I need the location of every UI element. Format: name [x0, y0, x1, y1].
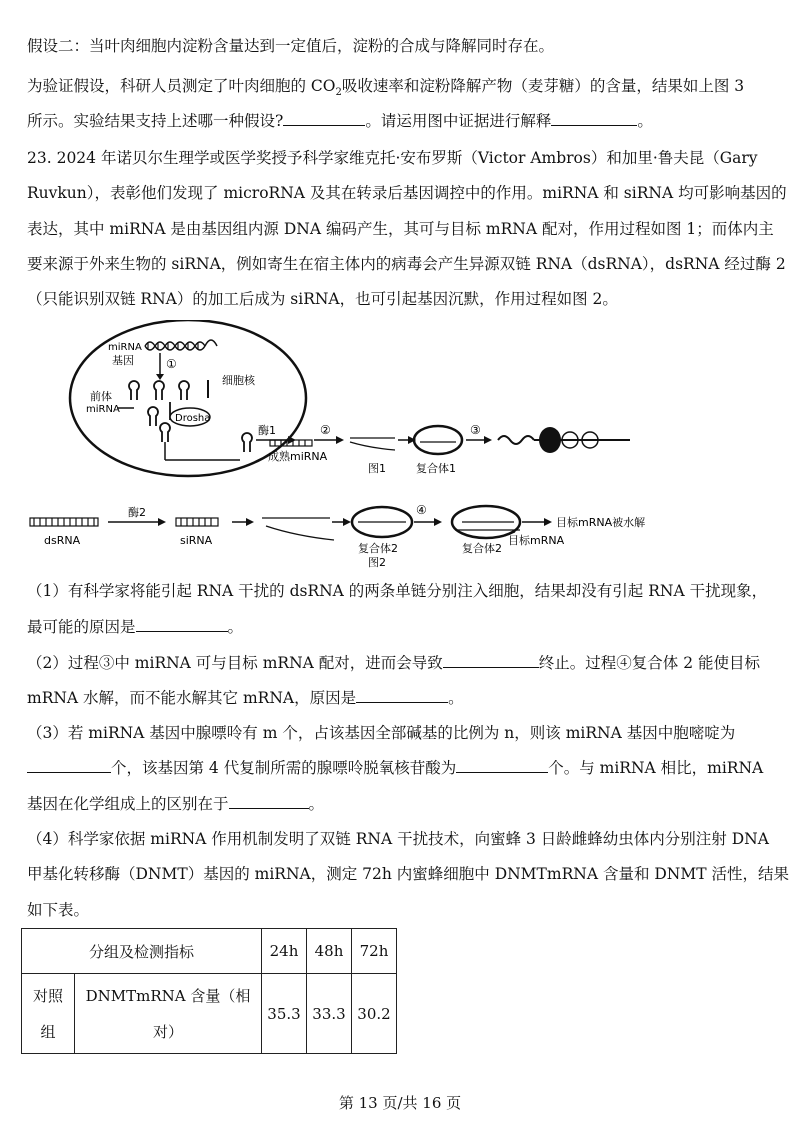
header-indicator: 分组及检测指标 [22, 929, 262, 974]
enzyme-2-label: 酶2 [128, 506, 146, 519]
indicator-cell: DNMTmRNA 含量（相 对） [75, 974, 262, 1054]
value-24h: 35.3 [262, 974, 307, 1054]
hydrolyzed-label: 目标mRNA被水解 [556, 516, 646, 529]
page-footer: 第 13 页/共 16 页 [338, 1094, 462, 1112]
q4-line-3: 如下表。 [27, 901, 90, 919]
q1-line-2: 最可能的原因是 。 [27, 618, 244, 636]
figure-2-caption: 图2 [368, 556, 386, 569]
q23-line-3: 表达，其中 miRNA 是由基因组内源 DNA 编码产生，其可与目标 mRNA 配对，作用过程如图 1；而体内主 [27, 220, 774, 238]
complex-2-a-label: 复合体2 [358, 542, 398, 555]
pre-mirna-label: 前体 [90, 390, 112, 403]
enzyme-1-label: 酶1 [258, 424, 276, 437]
sirna-strand [176, 518, 218, 526]
nucleus-label: 细胞核 [222, 374, 255, 387]
answer-blank[interactable] [551, 111, 637, 126]
answer-blank[interactable] [229, 794, 309, 809]
answer-blank[interactable] [283, 111, 365, 126]
hypothesis-two: 假设二：当叶肉细胞内淀粉含量达到一定值后，淀粉的合成与降解同时存在。 [27, 37, 555, 55]
q4-line-1: （4）科学家依据 miRNA 作用机制发明了双链 RNA 干扰技术，向蜜蜂 3 日龄雌蜂幼虫体内分别注射 DNA [27, 830, 769, 848]
table-header-row [22, 929, 397, 974]
figure-2 [0, 492, 800, 570]
ribosome [539, 427, 561, 453]
figure-1-caption: 图1 [368, 462, 386, 475]
mirna-label: miRNA [108, 342, 142, 353]
gene-label: 基因 [112, 354, 134, 367]
q3-line-3: 基因在化学组成上的区别在于 。 [27, 795, 325, 813]
q3-line-2: 个，该基因第 4 代复制所需的腺嘌呤脱氧核苷酸为 个。与 miRNA 相比，miRNA [27, 758, 770, 778]
pre-mirna-label-2: miRNA [86, 404, 120, 415]
verification-line-1: 为验证假设，科研人员测定了叶肉细胞的 $CO_2$吸收速率和淀粉降解产物（麦芽糖）的含量，结果如上图 3 [27, 77, 745, 99]
dna-helix [145, 340, 217, 350]
header-48h: 48h [307, 929, 352, 974]
results-table [21, 928, 397, 1054]
target-mrna-wave [498, 436, 534, 444]
q23-line-1: 23. 2024 年诺贝尔生理学或医学奖授予科学家维克托·安布罗斯（Victor Ambros）和加里·鲁夫昆（Gary [27, 149, 758, 167]
step-4: ④ [416, 503, 427, 517]
step-3: ③ [470, 423, 481, 437]
sirna-label: siRNA [180, 534, 213, 547]
q23-line-2: Ruvkun），表彰他们发现了 microRNA 及其在转录后基因调控中的作用。miRNA 和 siRNA 均可影响基因的 [27, 184, 787, 202]
step-1: ① [166, 357, 177, 371]
target-mrna-label: 目标mRNA [508, 534, 565, 547]
complex-1-label: 复合体1 [416, 462, 456, 475]
table-row [22, 974, 397, 1054]
answer-blank[interactable] [456, 758, 548, 773]
header-24h: 24h [262, 929, 307, 974]
answer-blank[interactable] [356, 688, 448, 703]
q23-line-5: （只能识别双链 RNA）的加工后成为 siRNA，也可引起基因沉默，作用过程如图 2。 [27, 290, 618, 308]
pre-mirna-hairpins [129, 381, 189, 400]
dsrna-strand [30, 518, 98, 526]
control-group-cell: 对照 组 [22, 974, 75, 1054]
drosha-label: Drosha [175, 413, 211, 424]
q1-line-1: （1）有科学家将能引起 RNA 干扰的 dsRNA 的两条单链分别注入细胞，结果却没有引起 RNA 干扰现象， [27, 582, 768, 600]
complex-2-b-label: 复合体2 [462, 542, 502, 555]
dsrna-label: dsRNA [44, 534, 81, 547]
complex-1 [414, 426, 462, 454]
mature-mirna-label: 成熟miRNA [268, 450, 328, 463]
value-48h: 33.3 [307, 974, 352, 1054]
header-72h: 72h [352, 929, 397, 974]
verification-line-2: 所示。实验结果支持上述哪一种假设? 。请运用图中证据进行解释 。 [27, 112, 653, 130]
value-72h: 30.2 [352, 974, 397, 1054]
step-2: ② [320, 423, 331, 437]
answer-blank[interactable] [136, 617, 228, 632]
figure-1 [0, 320, 800, 480]
q2-line-1: （2）过程③中 miRNA 可与目标 mRNA 配对，进而会导致 终止。过程④复合体 2 能使目标 [27, 654, 760, 672]
q2-line-2: mRNA 水解，而不能水解其它 mRNA，原因是 。 [27, 689, 464, 707]
answer-blank[interactable] [443, 653, 539, 668]
q3-line-1: （3）若 miRNA 基因中腺嘌呤有 m 个，占该基因全部碱基的比例为 n，则该 miRNA 基因中胞嘧啶为 [27, 724, 736, 742]
q23-line-4: 要来源于外来生物的 siRNA，例如寄生在宿主体内的病毒会产生异源双链 RNA（dsRNA），dsRNA 经过酶 2 [27, 255, 786, 273]
q4-line-2: 甲基化转移酶（DNMT）基因的 miRNA，测定 72h 内蜜蜂细胞中 DNMTmRNA 含量和 DNMT 活性，结果 [27, 865, 789, 883]
answer-blank[interactable] [27, 758, 111, 773]
